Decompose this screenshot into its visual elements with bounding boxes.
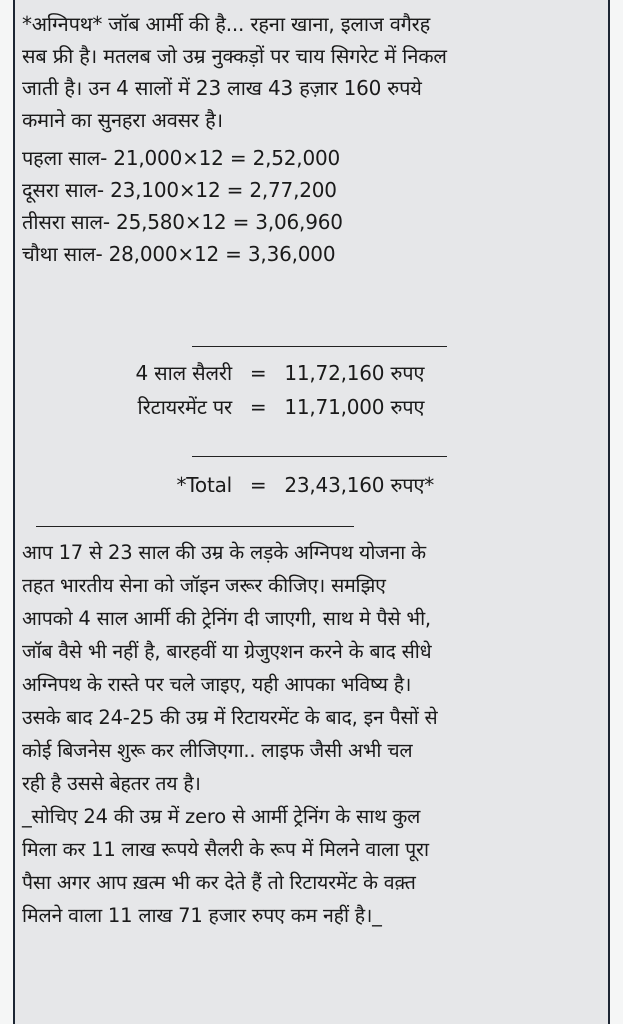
body-line: तहत भारतीय सेना को जॉइन जरूर कीजिए। समझिए xyxy=(22,574,386,597)
divider-line xyxy=(192,346,447,347)
body-line: आप 17 से 23 साल की उम्र के लड़के अग्निपथ योजना के xyxy=(22,541,426,564)
body-line: कोई बिजनेस शुरू कर लीजिएगा.. लाइफ जैसी अभी चल xyxy=(22,739,413,762)
intro-line: जाती है। उन 4 सालों में 23 लाख 43 हज़ार 160 रुपये xyxy=(22,76,422,100)
intro-line: कमाने का सुनहरा अवसर है। xyxy=(22,108,223,132)
year-1-salary: पहला साल- 21,000×12 = 2,52,000 xyxy=(22,146,341,170)
body-paragraph xyxy=(22,536,438,932)
equals-sign: = xyxy=(249,395,267,419)
grand-total-label: *Total xyxy=(176,473,232,497)
body-line: अग्निपथ के रास्ते पर चले जाइए, यही आपका भविष्य है। xyxy=(22,673,412,696)
year-3-salary: तीसरा साल- 25,580×12 = 3,06,960 xyxy=(22,210,343,234)
body-line: मिलने वाला 11 लाख 71 हजार रुपए कम नहीं है।_ xyxy=(22,904,382,927)
intro-paragraph xyxy=(22,8,612,136)
section-divider xyxy=(36,526,354,527)
salary-calculation xyxy=(22,142,612,270)
intro-line: सब फ्री है। मतलब जो उम्र नुक्कड़ों पर चाय सिगरेट में निकल xyxy=(22,44,447,68)
divider-line xyxy=(192,456,447,457)
salary-total-label: 4 साल सैलरी xyxy=(135,361,232,385)
equals-sign: = xyxy=(249,361,267,385)
year-2-salary: दूसरा साल- 23,100×12 = 2,77,200 xyxy=(22,178,337,202)
retirement-value: 11,71,000 रुपए xyxy=(284,395,425,419)
body-line: रही है उससे बेहतर तय है। xyxy=(22,772,201,795)
retirement-row xyxy=(82,392,424,422)
body-line: पैसा अगर आप ख़त्म भी कर देते हैं तो रिटायरमेंट के वक़्त xyxy=(22,871,416,894)
post-text xyxy=(22,8,612,927)
grand-total-value: 23,43,160 रुपए* xyxy=(284,473,435,497)
equals-sign: = xyxy=(249,473,267,497)
body-line: उसके बाद 24-25 की उम्र में रिटायरमेंट के बाद, इन पैसों से xyxy=(22,706,438,729)
retirement-label: रिटायरमेंट पर xyxy=(137,395,232,419)
salary-total-value: 11,72,160 रुपए xyxy=(284,361,425,385)
body-line: आपको 4 साल आर्मी की ट्रेनिंग दी जाएगी, साथ मे पैसे भी, xyxy=(22,607,431,630)
body-line: मिला कर 11 लाख रूपये सैलरी के रूप में मिलने वाला पूरा xyxy=(22,838,429,861)
intro-line: *अग्निपथ* जॉब आर्मी की है... रहना खाना, इलाज वगैरह xyxy=(22,12,431,36)
grand-total-row xyxy=(82,470,434,500)
body-line: जॉब वैसे भी नहीं है, बारहवीं या ग्रेजुएशन करने के बाद सीधे xyxy=(22,640,432,663)
year-4-salary: चौथा साल- 28,000×12 = 3,36,000 xyxy=(22,242,336,266)
salary-total-row xyxy=(82,358,424,388)
body-line: _सोचिए 24 की उम्र में zero से आर्मी ट्रेनिंग के साथ कुल xyxy=(22,805,421,828)
